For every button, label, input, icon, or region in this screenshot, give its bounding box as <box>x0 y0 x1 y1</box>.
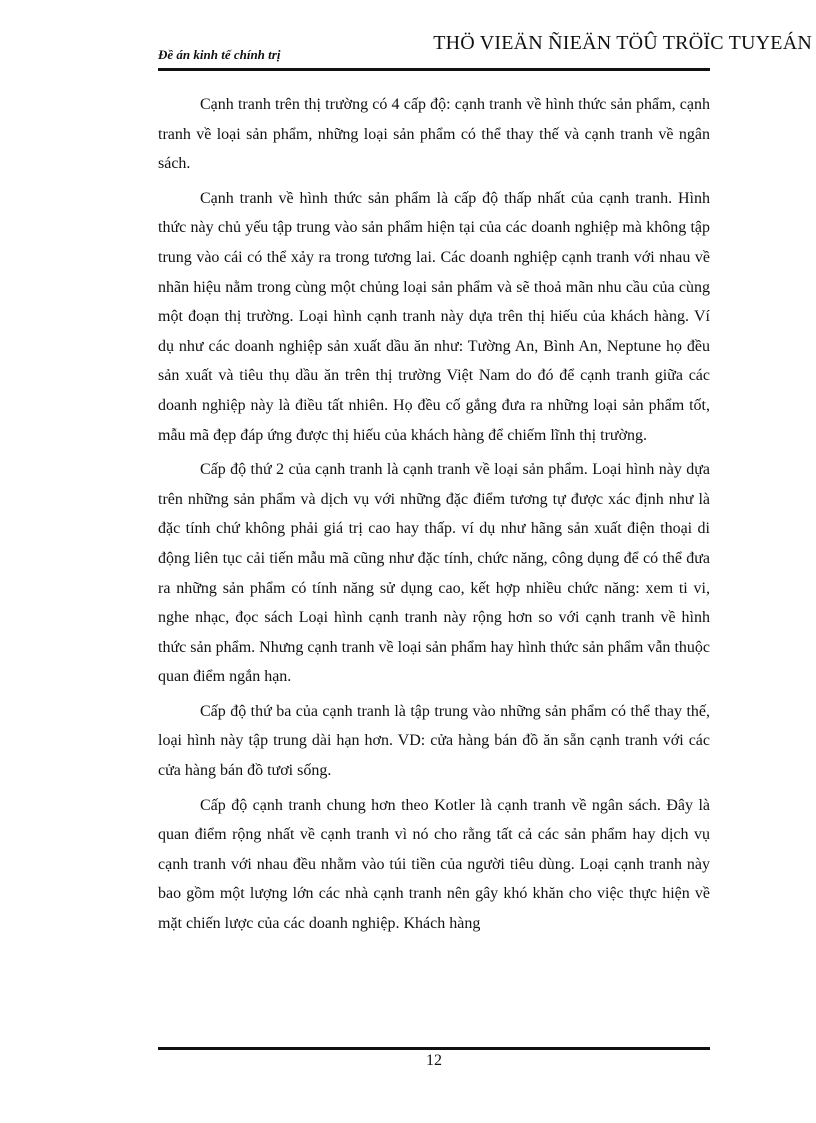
paragraph-4: Cấp độ thứ ba của cạnh tranh là tập trung vào những sản phẩm có thể thay thế, loại hình này tập trung dài hạn hơn. VD: cửa hàng bán đồ ăn sẵn cạnh tranh với các cửa hàng bán đồ tươi sống. <box>158 702 710 780</box>
page-header <box>158 28 812 70</box>
paragraph-3: Cấp độ thứ 2 của cạnh tranh là cạnh tranh về loại sản phẩm. Loại hình này dựa trên những sản phẩm và dịch vụ với những đặc điểm tương tự được xác định như là đặc tính chứ không phải giá trị cao hay thấp. ví dụ như hãng sản xuất điện thoại di động liên tục cải tiến mẫu mã cũng như đặc tính, chức năng, công dụng để có thể đưa ra những sản phẩm có tính năng sử dụng cao, kết hợp nhiều chức năng: xem ti vi, nghe nhạc, đọc sách Loại hình cạnh tranh này rộng hơn so với cạnh tranh về hình thức sản phẩm. Nhưng cạnh tranh về loại sản phẩm hay hình thức sản phẩm vẫn thuộc quan điểm ngắn hạn. <box>158 461 710 686</box>
page-number: 12 <box>426 1052 442 1069</box>
header-divider <box>158 68 710 71</box>
paragraph-2: Cạnh tranh về hình thức sản phẩm là cấp độ thấp nhất của cạnh tranh. Hình thức này chủ yếu tập trung vào sản phẩm hiện tại của các doanh nghiệp mà không tập trung vào cái có thể xảy ra trong tương lai. Các doanh nghiệp cạnh tranh với nhau về nhãn hiệu nằm trong cùng một chủng loại sản phẩm và sẽ thoả mãn nhu cầu của cùng một đoạn thị trường. Loại hình cạnh tranh này dựa trên thị hiếu của khách hàng. Ví dụ như các doanh nghiệp sản xuất dầu ăn như: Tường An, Bình An, Neptune họ đều sản xuất và tiêu thụ dầu ăn trên thị trường Việt Nam do đó để cạnh tranh giữa các doanh nghiệp này là điều tất nhiên. Họ đều cố gắng đưa ra những loại sản phẩm tốt, mẫu mã đẹp đáp ứng được thị hiếu của khách hàng để chiếm lĩnh thị trường. <box>158 189 710 444</box>
header-library-name: THÖ VIEÄN ÑIEÄN TÖÛ TRÖÏC TUYEÁN <box>433 32 812 54</box>
body-text <box>158 90 710 944</box>
paragraph-1: Cạnh tranh trên thị trường có 4 cấp độ: cạnh tranh về hình thức sản phẩm, cạnh tranh về loại sản phẩm, những loại sản phẩm có thể thay thế và cạnh tranh về ngân sách. <box>158 96 710 173</box>
footer-divider <box>158 1047 710 1050</box>
paragraph-5: Cấp độ cạnh tranh chung hơn theo Kotler là cạnh tranh về ngân sách. Đây là quan điểm rộng nhất về cạnh tranh vì nó cho rằng tất cả các sản phẩm hay dịch vụ cạnh tranh với nhau đều nhằm vào túi tiền của người tiêu dùng. Loại cạnh tranh này bao gồm một lượng lớn các nhà cạnh tranh nên gây khó khăn cho việc thực hiện về mặt chiến lược của các doanh nghiệp. Khách hàng <box>158 796 710 933</box>
header-document-title: Đề án kinh tế chính trị <box>158 47 281 62</box>
